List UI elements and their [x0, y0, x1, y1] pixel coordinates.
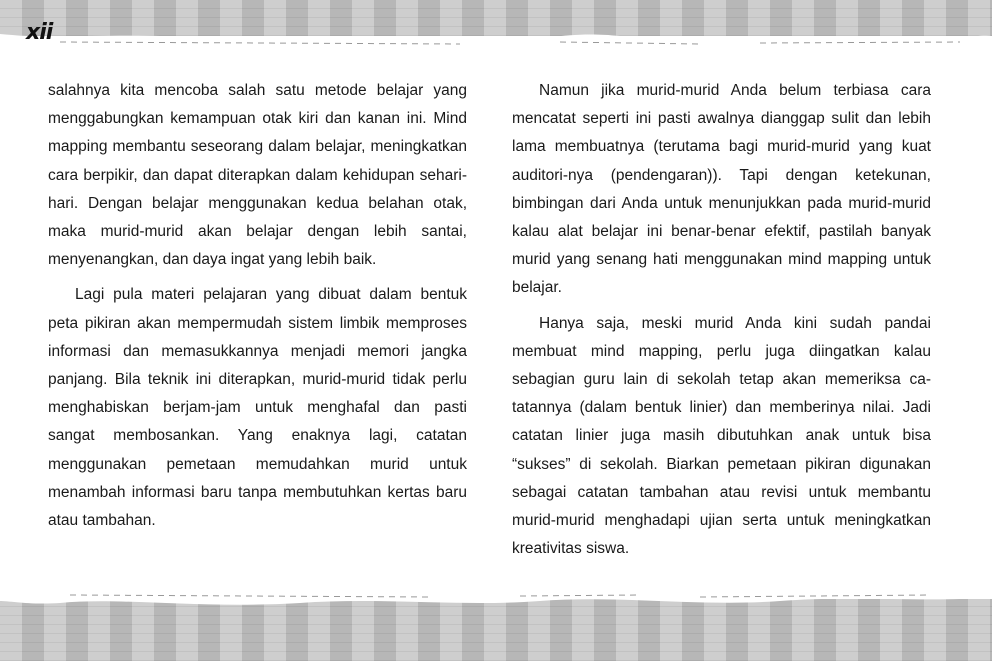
paragraph: Hanya saja, meski murid Anda kini sudah pandai membuat mind mapping, perlu juga diingatkan kalau sebagian guru lain di sekolah tetap akan memeriksa catatannya (dalam bentuk linier) dan memberinya nilai. Jadi catatan linier juga masih dibutuhkan anak untuk bisa “sukses” di sekolah. Biarkan pemetaan pikiran digunakan sebagai catatan tambahan atau revisi untuk membantu murid-murid menghadapi ujian serta untuk meningkatkan kreativitas siswa. — [512, 314, 931, 558]
top-torn-edge — [0, 22, 992, 52]
bottom-torn-edge — [0, 585, 992, 615]
page-number: xii — [26, 20, 53, 45]
paragraph: salahnya kita mencoba salah satu metode belajar yang menggabungkan kemampuan otak kiri dan kanan ini. Mind mapping membantu seseorang dalam belajar, meningkatkan cara berpikir, dan dapat diterapkan dalam kehidupan sehari-hari. Dengan belajar menggunakan kedua belahan otak, maka murid-murid akan belajar dengan lebih santai, menyenangkan, dan daya ingat yang lebih baik. — [48, 82, 467, 269]
left-text-column — [48, 77, 467, 542]
paragraph: Namun jika murid-murid Anda belum terbiasa cara mencatat seperti ini pasti awalnya dianggap sulit dan lebih lama membuatnya (terutama bagi murid-murid yang kuat auditori-nya (pendengaran)). Tapi dengan ketekunan, bimbingan dari Anda untuk menunjukkan pada murid-murid kalau alat belajar ini benar-benar efektif, pastilah banyak murid yang senang hati menggunakan mind mapping untuk belajar. — [512, 82, 931, 297]
paragraph: Lagi pula materi pelajaran yang dibuat dalam bentuk peta pikiran akan mempermudah sistem limbik memproses informasi dan memasukkannya menjadi memori jangka panjang. Bila teknik ini diterapkan, murid-murid tidak perlu menghabiskan berjam-jam untuk menghafal dan pasti sangat membosankan. Yang enaknya lagi, catatan menggunakan pemetaan memudahkan murid untuk menambah informasi baru tanpa membutuhkan kertas baru atau tambahan. — [48, 286, 467, 530]
right-text-column — [512, 77, 931, 570]
